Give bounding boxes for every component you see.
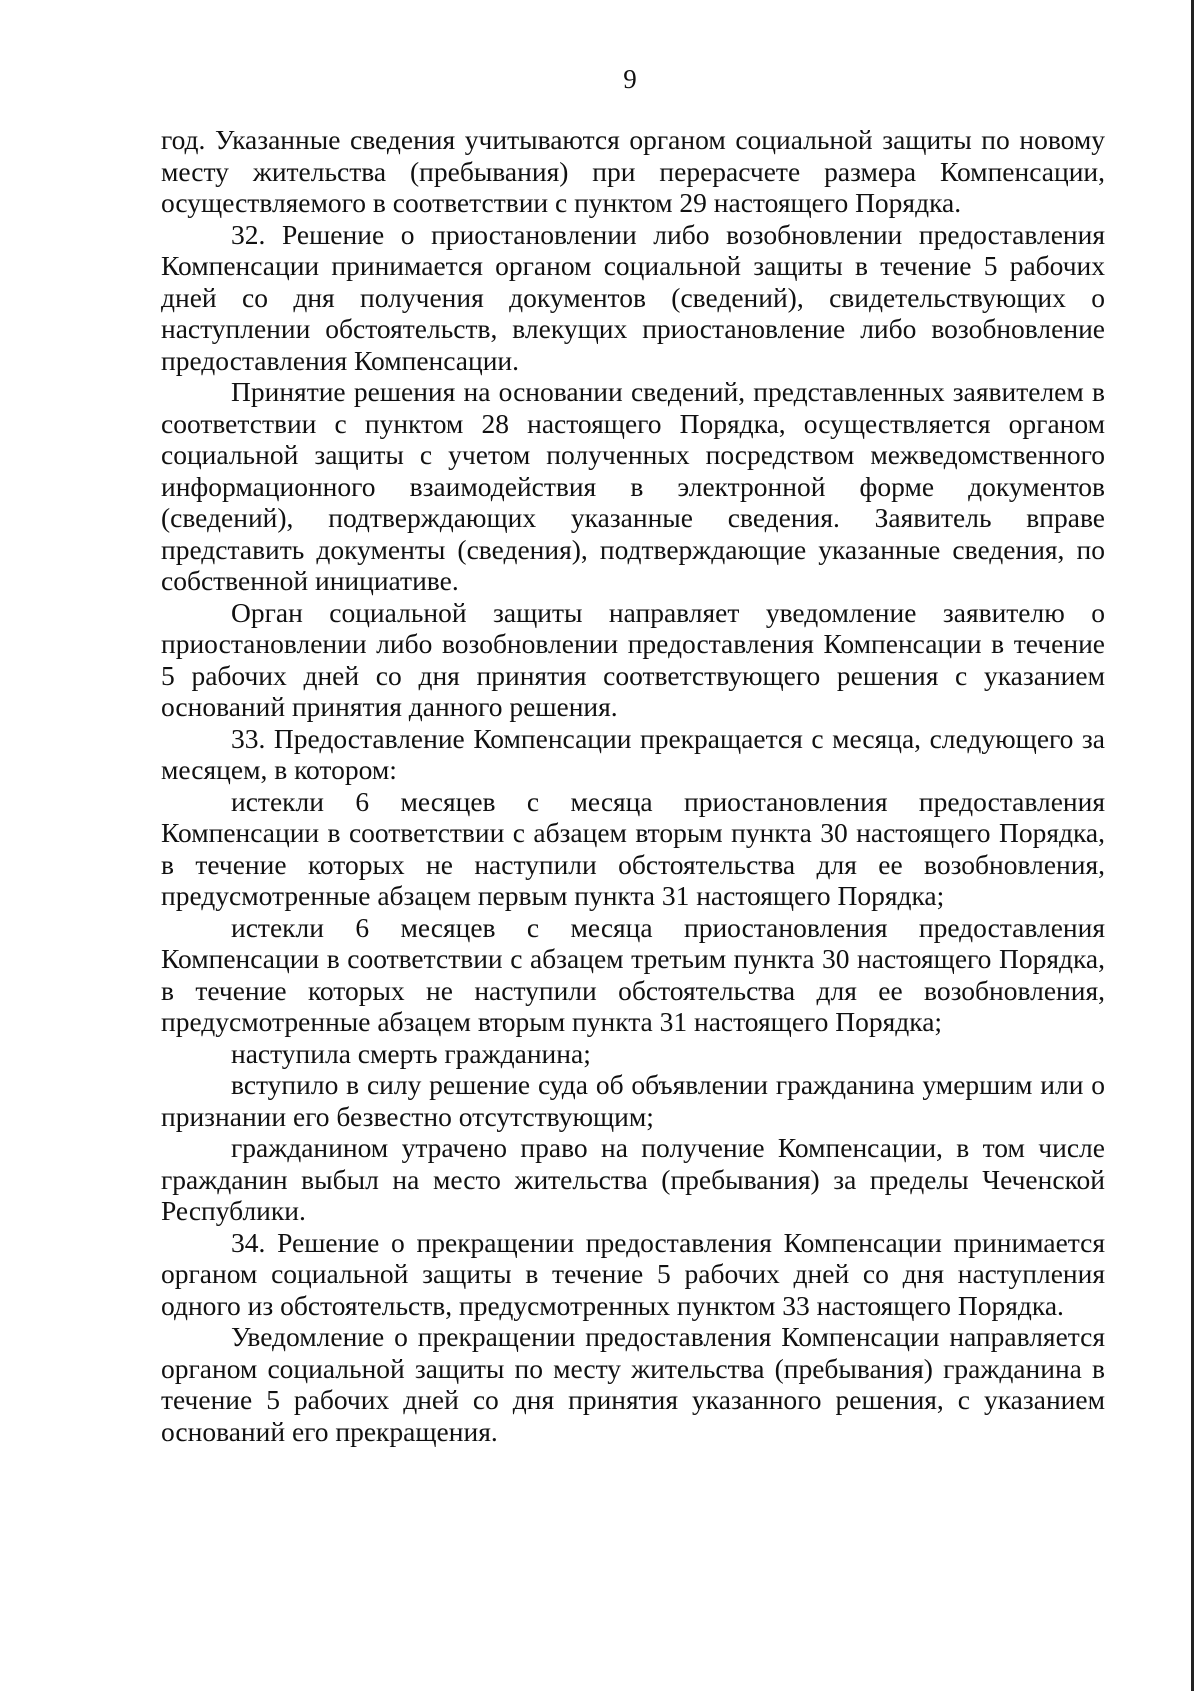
paragraph-list-item-4: вступило в силу решение суда об объявлении гражданина умершим или о признании его безвестно отсутствующим; bbox=[161, 1069, 1105, 1132]
paragraph-notification: Орган социальной защиты направляет уведомление заявителю о приостановлении либо возобновлении предоставления Компенсации в течение 5 рабочих дней со дня принятия соответствующего решения с указанием оснований принятия данного решения. bbox=[161, 596, 1105, 722]
paragraph-list-item-5: гражданином утрачено право на получение Компенсации, в том числе гражданин выбыл на место жительства (пребывания) за пределы Чеченской Республики. bbox=[161, 1132, 1105, 1226]
paragraph-list-item-3: наступила смерть гражданина; bbox=[231, 1037, 591, 1069]
paragraph-clause-34: 34. Решение о прекращении предоставления Компенсации принимается органом социальной защиты в течение 5 рабочих дней со дня наступления одного из обстоятельств, предусмотренных пунктом 33 настоящего Порядка. bbox=[161, 1226, 1105, 1321]
paragraph-continuation: год. Указанные сведения учитываются органом социальной защиты по новому месту жительства (пребывания) при перерасчете размера Компенсации, осуществляемого в соответствии с пунктом 29 настоящего Порядка. bbox=[161, 124, 1105, 218]
page-number: 9 bbox=[623, 64, 637, 94]
paragraph-decision-basis: Принятие решения на основании сведений, представленных заявителем в соответствии с пунктом 28 настоящего Порядка, осуществляется органом социальной защиты с учетом полученных посредством межведомственного информационного взаимодействия в электронной форме документов (сведений), подтверждающих указанные сведения. Заявитель вправе представить документы (сведения), подтверждающие указанные сведения, по собственной инициативе. bbox=[161, 376, 1105, 596]
paragraph-termination-notice: Уведомление о прекращении предоставления Компенсации направляется органом социальной защиты по месту жительства (пребывания) гражданина в течение 5 рабочих дней со дня принятия указанного решения, с указанием оснований его прекращения. bbox=[161, 1321, 1105, 1447]
paragraph-list-item-1: истекли 6 месяцев с месяца приостановления предоставления Компенсации в соответствии с абзацем вторым пункта 30 настоящего Порядка, в течение которых не наступили обстоятельства для ее возобновления, предусмотренные абзацем первым пункта 31 настоящего Порядка; bbox=[161, 785, 1105, 911]
document-body bbox=[161, 124, 1105, 1447]
paragraph-clause-33: 33. Предоставление Компенсации прекращается с месяца, следующего за месяцем, в котором: bbox=[161, 722, 1105, 785]
scan-edge-line bbox=[1191, 0, 1194, 1691]
paragraph-list-item-2: истекли 6 месяцев с месяца приостановления предоставления Компенсации в соответствии с абзацем третьим пункта 30 настоящего Порядка, в течение которых не наступили обстоятельства для ее возобновления, предусмотренные абзацем вторым пункта 31 настоящего Порядка; bbox=[161, 911, 1105, 1037]
paragraph-clause-32: 32. Решение о приостановлении либо возобновлении предоставления Компенсации принимается органом социальной защиты в течение 5 рабочих дней со дня получения документов (сведений), свидетельствующих о наступлении обстоятельств, влекущих приостановление либо возобновление предоставления Компенсации. bbox=[161, 218, 1105, 376]
